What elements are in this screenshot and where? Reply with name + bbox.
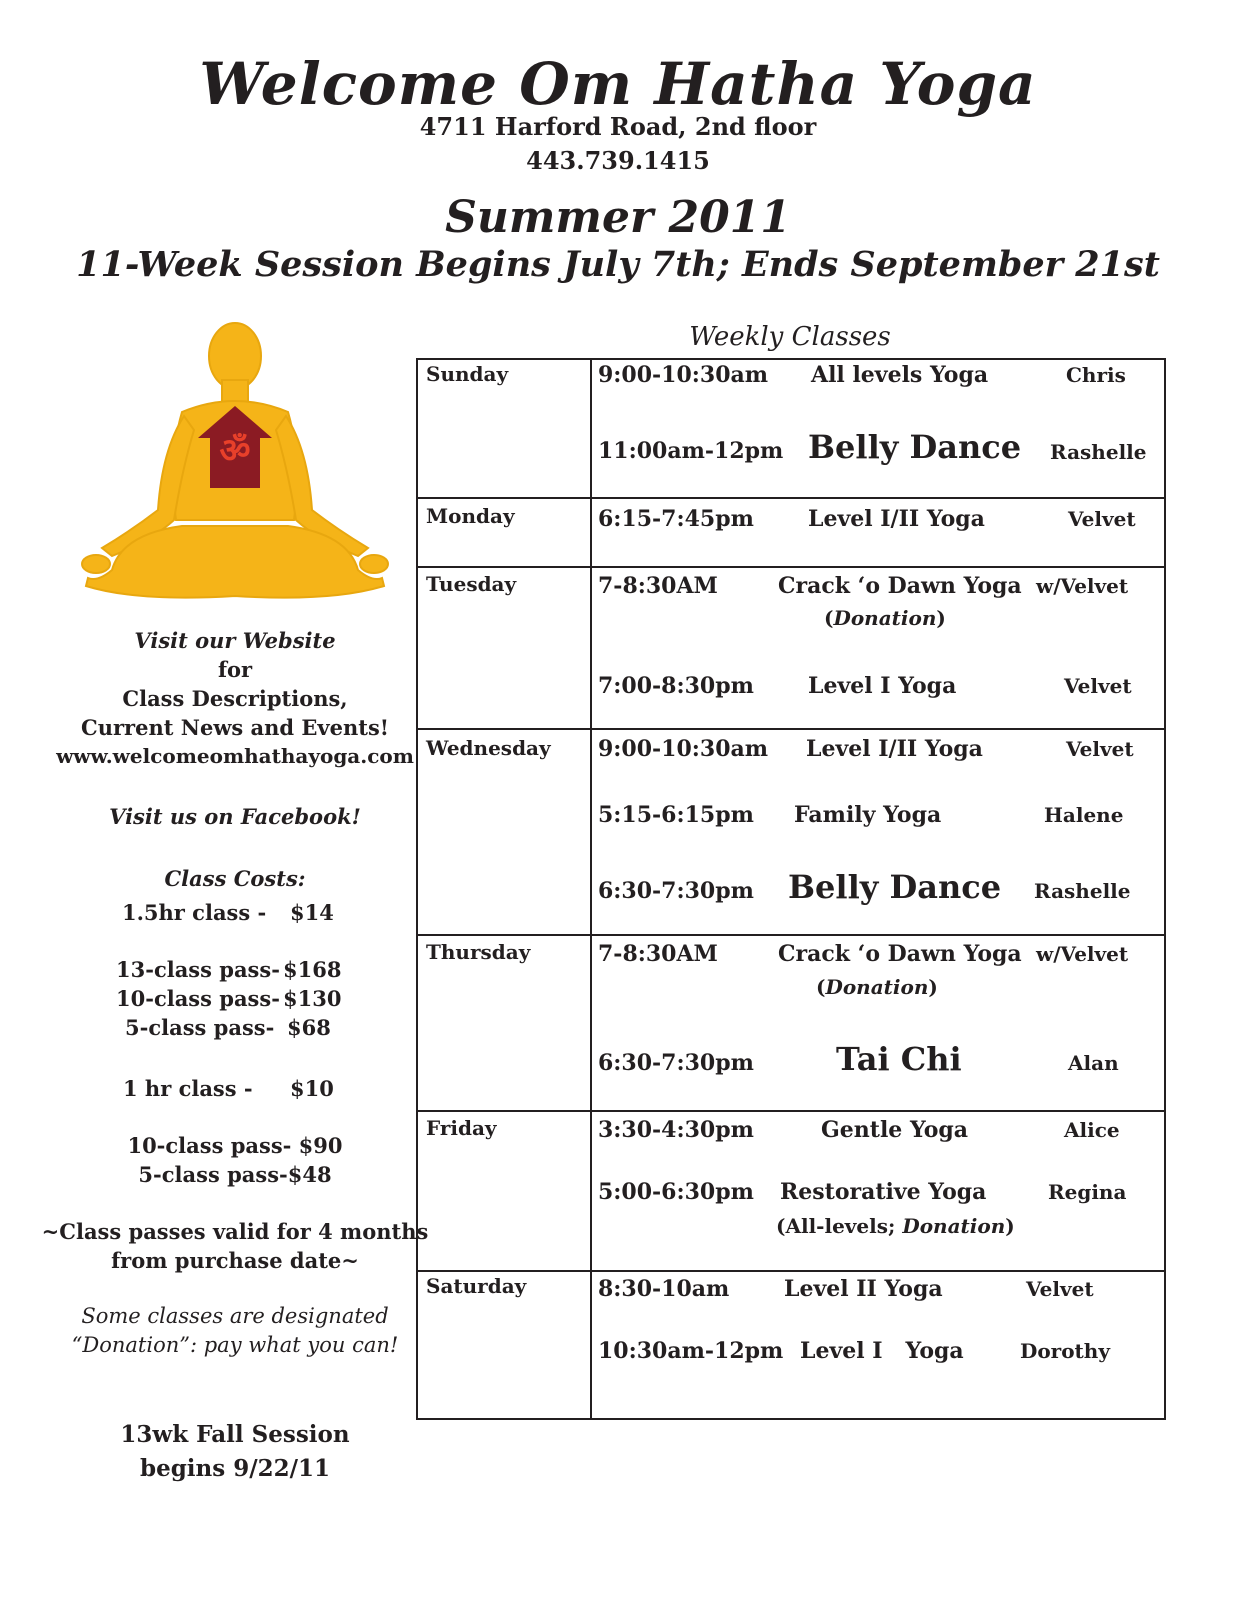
- donation-note: Donation: [833, 606, 937, 630]
- column-divider: [590, 360, 592, 1418]
- donation-note: Donation: [902, 1214, 1006, 1238]
- class-name: Level I Yoga: [800, 1338, 964, 1364]
- class-name: Restorative Yoga: [780, 1179, 987, 1205]
- instructor: Halene: [1044, 803, 1124, 827]
- address: 4711 Harford Road, 2nd floor: [419, 112, 817, 141]
- instructor: Alan: [1068, 1051, 1119, 1075]
- donation-line-2: “Donation”: pay what you can!: [71, 1333, 399, 1357]
- pass-price: $68: [287, 1015, 331, 1040]
- validity-line-2: from purchase date~: [111, 1248, 359, 1273]
- class-time: 6:30-7:30pm: [598, 1050, 754, 1076]
- row-divider: [418, 1110, 1164, 1112]
- cost-1hr-label: 1 hr class -: [123, 1076, 253, 1101]
- class-time: 9:00-10:30am: [598, 736, 769, 762]
- instructor: Dorothy: [1020, 1339, 1110, 1363]
- instructor: Chris: [1066, 363, 1126, 387]
- instructor: Velvet: [1068, 507, 1136, 531]
- facebook-link[interactable]: Visit us on Facebook!: [109, 804, 361, 829]
- validity-line-1: ~Class passes valid for 4 months: [41, 1219, 429, 1244]
- class-time: 5:15-6:15pm: [598, 802, 754, 828]
- instructor: Velvet: [1066, 737, 1134, 761]
- pass-label: 5-class pass-: [125, 1015, 275, 1040]
- fall-session-line-1: 13wk Fall Session: [120, 1421, 350, 1448]
- class-name: Belly Dance: [808, 428, 1022, 466]
- pass-label: 10-class pass-: [116, 986, 280, 1011]
- class-name: Level I Yoga: [808, 673, 957, 699]
- day-saturday: Saturday: [426, 1274, 527, 1298]
- instructor: Regina: [1048, 1180, 1127, 1204]
- class-time: 7-8:30AM: [598, 941, 718, 967]
- om-symbol-icon: ॐ: [219, 431, 251, 471]
- class-time: 6:30-7:30pm: [598, 878, 754, 904]
- website-desc-1: Class Descriptions,: [122, 686, 348, 711]
- instructor: w/Velvet: [1036, 574, 1129, 598]
- class-time: 9:00-10:30am: [598, 362, 769, 388]
- row-divider: [418, 934, 1164, 936]
- class-name: Crack ‘o Dawn Yoga: [778, 941, 1022, 967]
- class-name: Level I/II Yoga: [808, 506, 985, 532]
- class-time: 8:30-10am: [598, 1276, 730, 1302]
- class-name: Tai Chi: [836, 1040, 962, 1078]
- website-for: for: [217, 657, 253, 682]
- class-note: (Donation): [816, 975, 938, 999]
- class-time: 11:00am-12pm: [598, 438, 784, 464]
- class-name: Level I/II Yoga: [806, 736, 983, 762]
- instructor: w/Velvet: [1036, 942, 1129, 966]
- pass-label: 13-class pass-: [116, 957, 280, 982]
- class-time: 10:30am-12pm: [598, 1338, 784, 1364]
- class-name: Gentle Yoga: [821, 1117, 969, 1143]
- cost-15hr-price: $14: [290, 900, 334, 925]
- class-costs-heading: Class Costs:: [164, 866, 306, 891]
- class-name: Family Yoga: [794, 802, 942, 828]
- instructor: Rashelle: [1034, 879, 1131, 903]
- pass-1hr-5: 5-class pass-$48: [138, 1162, 332, 1187]
- meditation-figure-illustration: [72, 320, 398, 600]
- instructor: Velvet: [1026, 1277, 1094, 1301]
- donation-line-1: Some classes are designated: [81, 1304, 389, 1328]
- class-time: 3:30-4:30pm: [598, 1117, 754, 1143]
- page-title: Welcome Om Hatha Yoga: [199, 50, 1037, 118]
- row-divider: [418, 497, 1164, 499]
- day-thursday: Thursday: [426, 940, 531, 964]
- donation-note: Donation: [825, 975, 929, 999]
- pass-price: $130: [283, 986, 342, 1011]
- class-time: 7:00-8:30pm: [598, 673, 754, 699]
- fall-session-line-2: begins 9/22/11: [139, 1455, 331, 1482]
- class-time: 7-8:30AM: [598, 573, 718, 599]
- class-note: (Donation): [824, 606, 946, 630]
- class-time: 5:00-6:30pm: [598, 1179, 754, 1205]
- cost-15hr-label: 1.5hr class -: [122, 900, 267, 925]
- row-divider: [418, 1270, 1164, 1272]
- day-wednesday: Wednesday: [426, 736, 551, 760]
- row-divider: [418, 566, 1164, 568]
- class-name: All levels Yoga: [811, 362, 989, 388]
- pass-1hr-10: 10-class pass- $90: [127, 1133, 343, 1158]
- class-note: (All-levels; Donation): [776, 1214, 1015, 1238]
- website-url[interactable]: www.welcomeomhathayoga.com: [56, 744, 414, 768]
- day-sunday: Sunday: [426, 362, 509, 386]
- cost-1hr-price: $10: [290, 1076, 334, 1101]
- day-tuesday: Tuesday: [426, 572, 517, 596]
- row-divider: [418, 728, 1164, 730]
- weekly-schedule-table: [416, 358, 1166, 1420]
- class-name: Crack ‘o Dawn Yoga: [778, 573, 1022, 599]
- phone-number: 443.739.1415: [526, 146, 710, 175]
- weekly-classes-heading: Weekly Classes: [689, 322, 891, 352]
- pass-price: $168: [283, 957, 342, 982]
- day-monday: Monday: [426, 504, 515, 528]
- class-name: Belly Dance: [788, 868, 1002, 906]
- session-dates: 11-Week Session Begins July 7th; Ends September 21st: [76, 244, 1160, 285]
- season-title: Summer 2011: [445, 192, 791, 243]
- instructor: Velvet: [1064, 674, 1132, 698]
- day-friday: Friday: [426, 1116, 497, 1140]
- website-heading: Visit our Website: [134, 628, 336, 653]
- class-name: Level II Yoga: [784, 1276, 943, 1302]
- note-prefix: All-levels;: [785, 1214, 903, 1238]
- class-time: 6:15-7:45pm: [598, 506, 754, 532]
- instructor: Rashelle: [1050, 440, 1147, 464]
- instructor: Alice: [1064, 1118, 1120, 1142]
- website-desc-2: Current News and Events!: [81, 715, 389, 740]
